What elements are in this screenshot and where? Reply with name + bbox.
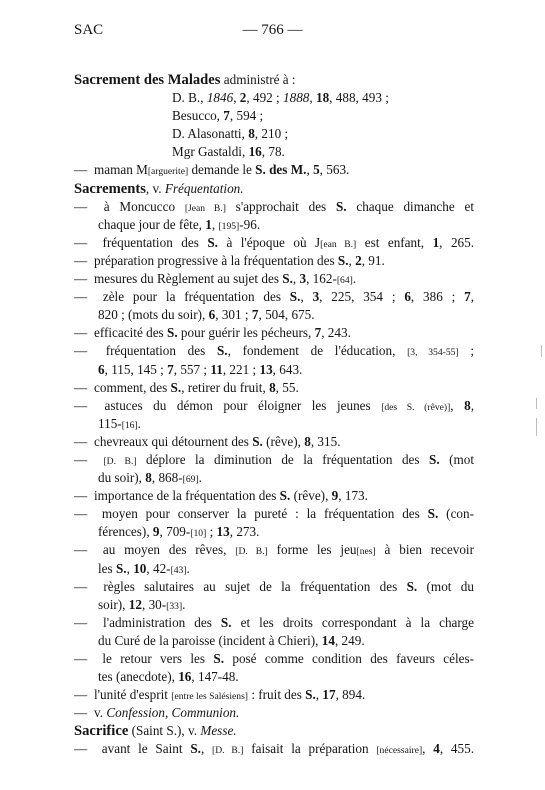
subentry-dash: — (74, 325, 88, 341)
volume-number: S. (289, 289, 301, 305)
editorial-bracket: [195] (218, 220, 240, 232)
line-text: , v. (145, 180, 165, 196)
index-line (74, 487, 474, 505)
line-text: , 386 ; (410, 289, 465, 305)
index-line (74, 270, 474, 288)
editorial-bracket: [arguerite] (147, 166, 189, 178)
line-text: et les droits correspondant à la charge (231, 614, 474, 630)
line-text: , fondement de l'éducation, (227, 343, 408, 359)
line-text: , 643. (272, 361, 303, 377)
volume-number: 8 (269, 379, 276, 395)
subentry-dash: — (74, 651, 88, 666)
line-text: comment, des (94, 379, 171, 395)
volume-number: S. des M. (255, 162, 307, 178)
volume-number: S. (190, 741, 201, 757)
index-entries (74, 71, 474, 759)
index-line (74, 614, 474, 632)
index-line (74, 125, 474, 143)
line-text: . (182, 596, 186, 612)
line-text: chevreaux qui détournent des (94, 433, 253, 449)
volume-number: S. (335, 198, 347, 214)
line-text: . (352, 271, 357, 287)
volume-number: 7 (167, 361, 174, 377)
line-text: , (292, 271, 300, 287)
line-text: , 42- (146, 560, 171, 576)
line-text: (mot (439, 451, 474, 467)
line-text: pour guérir les pécheurs, (177, 325, 315, 341)
line-text: , retirer du fruit, (181, 379, 270, 395)
subentry-dash: — (74, 397, 88, 413)
line-text: tes (anecdote), (98, 669, 179, 685)
editorial-bracket: [D. B.] (212, 745, 244, 757)
subentry-dash: — (74, 433, 88, 449)
line-text: , 30- (141, 596, 167, 612)
line-text: , 563. (319, 162, 350, 178)
line-text: , 557 ; (173, 361, 211, 377)
index-line (74, 451, 474, 469)
volume-number: 10 (133, 560, 147, 576)
line-text: règles salutaires au sujet de la fréquentation des (103, 578, 407, 594)
italic-text: 1846 (206, 90, 234, 106)
subentry-dash: — (74, 614, 88, 630)
volume-number: 1 (205, 216, 212, 232)
volume-number: 13 (259, 361, 273, 377)
volume-number: 7 (251, 307, 259, 323)
line-text: , (200, 741, 213, 757)
index-line (74, 415, 474, 433)
volume-number: 7 (314, 325, 322, 341)
line-text: s'approchait des (225, 198, 336, 214)
line-text: , 249. (334, 632, 365, 648)
line-text: 820 ; (mots du soir), (98, 307, 209, 323)
index-line (74, 306, 474, 324)
editorial-bracket: [ean B.] (320, 238, 357, 250)
index-line (74, 379, 474, 397)
volume-number: 8 (145, 470, 152, 486)
line-text: férences), (98, 524, 153, 540)
subentry-dash: — (74, 271, 88, 287)
line-text: v. (94, 705, 107, 721)
line-text: , 315. (310, 433, 341, 449)
index-line (74, 523, 474, 541)
index-line (74, 686, 474, 704)
line-text: du soir), (98, 470, 146, 486)
volume-number: 7 (223, 108, 230, 124)
volume-number: 8 (248, 126, 255, 142)
line-text: moyen pour conserver la pureté : la fréquentation des (101, 506, 428, 522)
line-text: , 301 ; (215, 307, 252, 323)
line-text: , 173. (338, 488, 368, 504)
volume-number: 9 (331, 488, 339, 504)
editorial-bracket: [des S. (rêve)] (381, 401, 451, 413)
editorial-bracket: [43] (170, 564, 187, 576)
volume-number: 11 (210, 361, 223, 377)
index-line (74, 596, 474, 614)
line-text: , 91. (361, 252, 385, 268)
line-text: forme les jeu (267, 542, 357, 558)
line-text: du Curé de la paroisse (incident à Chieri), (98, 632, 322, 648)
index-line (74, 650, 474, 668)
index-line (74, 722, 474, 740)
index-line (74, 216, 474, 234)
volume-number: S. (213, 651, 225, 666)
line-text: importance de la fréquentation des (94, 488, 280, 504)
volume-number: 2 (355, 252, 362, 268)
subentry-dash: — (74, 451, 88, 467)
line-text: fréquentation des (102, 234, 208, 250)
volume-number: S. (337, 252, 349, 268)
index-line (74, 161, 474, 179)
line-text: , (309, 90, 316, 106)
subentry-dash: — (74, 741, 88, 757)
line-text: (Saint S.), v. (128, 723, 201, 739)
line-text: au moyen des rêves, (102, 542, 236, 558)
italic-text: Messe. (200, 723, 237, 739)
volume-number: 9 (152, 524, 160, 540)
line-text: ; (458, 343, 474, 359)
volume-number: S. (279, 488, 291, 504)
line-text: : fruit des (248, 687, 306, 703)
subentry-dash: — (74, 162, 88, 178)
line-text: . (137, 415, 141, 431)
index-line (74, 668, 474, 686)
volume-number: 3 (312, 289, 320, 305)
line-text: efficacité des (94, 325, 167, 341)
line-text: , 488, 493 ; (329, 90, 389, 106)
line-text: maman M (94, 162, 148, 178)
line-text: , (348, 252, 356, 268)
line-text: à Moncucco (103, 198, 185, 214)
line-text: Mgr Gastaldi, (172, 144, 249, 160)
volume-number: 1 (432, 234, 440, 250)
line-text: mesures du Règlement au sujet des (94, 271, 283, 287)
line-text: , (422, 741, 434, 757)
italic-text: 1888 (283, 90, 310, 106)
subentry-dash: — (74, 578, 88, 594)
volume-number: S. (282, 271, 293, 287)
line-text: , 55. (275, 379, 299, 395)
volume-number: S. (427, 506, 439, 522)
line-text: (rêve), (262, 433, 305, 449)
entry-heading: Sacrifice (74, 723, 129, 740)
index-line (74, 234, 474, 252)
line-text: chaque jour de fête, (98, 216, 206, 232)
subentry-dash: — (74, 542, 88, 558)
editorial-bracket: [Jean B.] (184, 202, 226, 214)
index-line (74, 198, 474, 216)
line-text: est enfant, (356, 234, 433, 250)
editorial-bracket: [nécessaire] (376, 745, 423, 757)
line-text: , 78. (261, 144, 285, 160)
line-text: , (126, 560, 134, 576)
italic-text: Confession, Communion. (106, 705, 240, 721)
editorial-bracket: [64] (336, 275, 353, 287)
editorial-bracket: [entre les Salésiens] (171, 691, 249, 703)
line-text: à bien recevoir (375, 542, 474, 558)
index-line (74, 397, 474, 415)
index-line (74, 560, 474, 578)
index-line (74, 541, 474, 559)
line-text: . (186, 560, 190, 576)
subentry-dash: — (74, 687, 88, 703)
entry-heading: Sacrements (74, 180, 146, 197)
editorial-bracket: [69] (182, 474, 199, 486)
index-line (74, 107, 474, 125)
line-text: , 243. (321, 325, 351, 341)
volume-number: 16 (248, 144, 262, 160)
index-line (74, 71, 474, 89)
volume-number: 18 (315, 90, 330, 106)
line-text: , 504, 675. (258, 307, 315, 323)
line-text: (rêve), (290, 488, 332, 504)
line-text: , 115, 145 ; (104, 361, 168, 377)
index-line (74, 342, 474, 360)
volume-number: 17 (322, 687, 336, 703)
volume-number: S. (252, 433, 263, 449)
line-text: Besucco, (172, 108, 224, 124)
line-text: , 210 ; (254, 126, 289, 142)
line-text: administré à : (220, 72, 296, 87)
line-text: , (211, 216, 219, 232)
line-text: faisait la préparation (243, 741, 377, 757)
line-text: , (470, 397, 474, 413)
line-text: , 221 ; (222, 361, 260, 377)
volume-number: S. (170, 379, 182, 395)
line-text: , (306, 162, 314, 178)
line-text: , 492 ; (246, 90, 284, 106)
index-line (74, 704, 474, 722)
index-line (74, 288, 474, 306)
volume-number: 4 (433, 741, 440, 757)
line-text: déplore la diminution de la fréquentation des (136, 451, 429, 467)
subentry-dash: — (74, 289, 88, 305)
line-text: , 594 ; (229, 108, 264, 124)
index-line (74, 361, 474, 379)
line-text: posé comme condition des faveurs céles- (224, 651, 474, 666)
volume-number: 14 (321, 632, 335, 648)
volume-number: 5 (313, 162, 320, 178)
line-text: D. Alasonatti, (172, 126, 249, 142)
index-line (74, 324, 474, 342)
volume-number: 7 (464, 289, 471, 305)
volume-number: 2 (239, 90, 247, 106)
volume-number: 8 (464, 397, 471, 413)
index-line (74, 89, 474, 107)
index-line (74, 632, 474, 650)
line-text: , 273. (229, 524, 260, 540)
line-text: , 225, 354 ; (319, 289, 405, 305)
line-text: D. B., (172, 90, 207, 106)
subentry-dash: — (74, 506, 88, 522)
line-text: zèle pour la fréquentation des (102, 289, 290, 305)
index-line (74, 252, 474, 270)
volume-number: 16 (178, 669, 192, 685)
line-text: astuces du démon pour éloigner les jeunes (104, 397, 382, 413)
line-text: , 709- (159, 524, 191, 540)
volume-number: S. (220, 614, 232, 630)
line-text: , (450, 397, 465, 413)
line-text: , (300, 289, 313, 305)
volume-number: S. (166, 325, 178, 341)
volume-number: 6 (98, 361, 105, 377)
line-text: avant le Saint (101, 741, 191, 757)
italic-text: Fréquentation. (164, 180, 244, 196)
line-text: , 162- (306, 271, 337, 287)
margin-mark (536, 418, 537, 436)
subentry-dash: — (74, 379, 88, 395)
line-text: l'unité d'esprit (94, 687, 172, 703)
line-text: soir), (98, 596, 129, 612)
running-head: SAC (74, 22, 104, 38)
subentry-dash: — (74, 234, 88, 250)
line-text: , 147-48. (191, 669, 239, 685)
line-text: , 894. (335, 687, 366, 703)
index-line (74, 433, 474, 451)
index-line (74, 143, 474, 161)
volume-number: S. (406, 578, 418, 594)
editorial-bracket: [nes] (356, 546, 376, 558)
page-number: — 766 — (242, 22, 303, 38)
index-line (74, 180, 474, 198)
editorial-bracket: [D. B.] (235, 546, 268, 558)
volume-number: 6 (404, 289, 411, 305)
volume-number: 8 (304, 433, 311, 449)
editorial-bracket: [10] (190, 528, 207, 540)
volume-number: 6 (208, 307, 216, 323)
line-text: -96. (239, 216, 261, 232)
margin-mark (541, 345, 542, 357)
subentry-dash: — (74, 488, 88, 504)
line-text: , 868- (151, 470, 183, 486)
index-line (74, 469, 474, 487)
line-text: , (315, 687, 323, 703)
entry-heading: Sacrement des Malades (74, 72, 221, 88)
volume-number: S. (305, 687, 316, 703)
volume-number: 13 (216, 524, 230, 540)
line-text: , 265. (439, 234, 474, 250)
volume-number: S. (216, 343, 228, 359)
line-text: , (233, 90, 240, 106)
line-text: les (98, 560, 116, 576)
editorial-bracket: [D. B.] (103, 455, 137, 467)
line-text: ; (206, 524, 217, 540)
line-text: , 455. (439, 741, 474, 757)
volume-number: S. (428, 451, 440, 467)
volume-number: 12 (128, 596, 142, 612)
line-text: (mot du (417, 578, 474, 594)
index-line (74, 505, 474, 523)
volume-number: 3 (299, 271, 307, 287)
line-text: le retour vers les (102, 651, 214, 666)
editorial-bracket: [33] (166, 600, 183, 612)
line-text: (con- (438, 506, 474, 522)
line-text: , (470, 289, 474, 305)
subentry-dash: — (74, 252, 88, 268)
line-text: à l'époque où J (217, 234, 321, 250)
index-line (74, 578, 474, 596)
line-text: chaque dimanche et (346, 198, 474, 214)
line-text: demande le (188, 162, 256, 178)
margin-mark (536, 398, 537, 409)
subentry-dash: — (74, 705, 88, 721)
line-text: . (198, 470, 202, 486)
subentry-dash: — (74, 198, 88, 214)
index-line (74, 740, 474, 758)
line-text: l'administration des (103, 614, 221, 630)
editorial-bracket: [16] (121, 419, 138, 431)
line-text: 115- (98, 415, 122, 431)
volume-number: S. (115, 560, 127, 576)
line-text: préparation progressive à la fréquentation des (94, 252, 338, 268)
line-text: fréquentation des (105, 343, 217, 359)
editorial-bracket: [3, 354-55] (407, 347, 459, 359)
subentry-dash: — (74, 343, 88, 359)
volume-number: S. (207, 234, 218, 250)
